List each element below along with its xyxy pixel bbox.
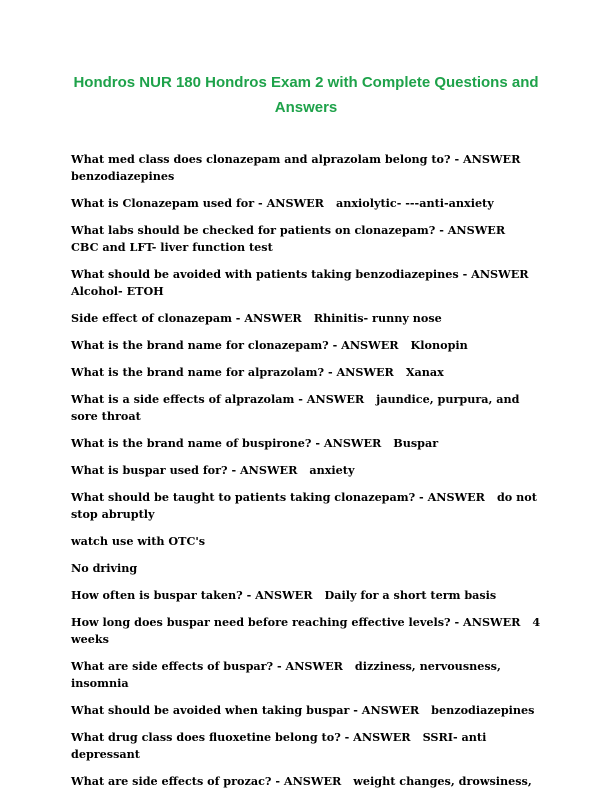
question-text: What is Clonazepam used for - ANSWER (71, 196, 324, 210)
question-text: What med class does clonazepam and alprazolam belong to? - ANSWER (71, 152, 521, 166)
question-text: What are side effects of prozac? - ANSWER (71, 774, 342, 788)
question-text: How often is buspar taken? - ANSWER (71, 588, 313, 602)
question-text: What should be avoided with patients taking benzodiazepines - ANSWER (71, 267, 529, 281)
answer-text: do not stop abruptly (71, 490, 537, 521)
qa-item (71, 195, 541, 212)
document-title: Hondros NUR 180 Hondros Exam 2 with Complete Questions and Answers (73, 74, 539, 116)
answer-text: Alcohol- ETOH (71, 284, 164, 298)
qa-item (71, 489, 541, 523)
answer-text: Daily for a short term basis (324, 588, 497, 602)
answer-text: weight changes, drowsiness, (353, 774, 532, 788)
answer-text: Xanax (405, 365, 444, 379)
qa-item (71, 151, 541, 185)
answer-text: jaundice, purpura, and sore throat (71, 392, 520, 423)
question-text: What should be taught to patients taking clonazepam? - ANSWER (71, 490, 485, 504)
question-text: How long does buspar need before reaching effective levels? - ANSWER (71, 615, 521, 629)
question-text: What is a side effects of alprazolam - ANSWER (71, 392, 365, 406)
question-text: Side effect of clonazepam - ANSWER (71, 311, 302, 325)
qa-item (71, 729, 541, 763)
qa-item (71, 533, 541, 550)
answer-text: 4 weeks (71, 615, 541, 646)
qa-item (71, 702, 541, 719)
question-text: What is the brand name for alprazolam? - ANSWER (71, 365, 394, 379)
answer-text: CBC and LFT- liver function test (71, 240, 273, 254)
qa-item (71, 391, 541, 425)
qa-item (71, 266, 541, 300)
question-text: What are side effects of buspar? - ANSWER (71, 659, 343, 673)
question-text: No driving (71, 561, 138, 575)
qa-item (71, 310, 541, 327)
qa-item (71, 337, 541, 354)
question-text: watch use with OTC's (71, 534, 206, 548)
qa-item (71, 614, 541, 648)
answer-text: dizziness, nervousness, insomnia (71, 659, 501, 690)
qa-item (71, 222, 541, 256)
answer-text: Buspar (393, 436, 439, 450)
qa-item (71, 560, 541, 577)
answer-text: SSRI- anti depressant (71, 730, 487, 761)
question-text: What labs should be checked for patients on clonazepam? - ANSWER (71, 223, 506, 237)
qa-item (71, 587, 541, 604)
question-text: What is the brand name for clonazepam? - ANSWER (71, 338, 399, 352)
qa-list (71, 151, 541, 800)
answer-text: benzodiazepines (431, 703, 535, 717)
answer-text: anxiety (309, 463, 355, 477)
qa-item (71, 462, 541, 479)
answer-text: benzodiazepines (71, 169, 175, 183)
question-text: What should be avoided when taking buspar - ANSWER (71, 703, 420, 717)
question-text: What drug class does fluoxetine belong to? - ANSWER (71, 730, 411, 744)
qa-item (71, 658, 541, 692)
answer-text: anxiolytic- ---anti-anxiety (335, 196, 494, 210)
question-text: What is the brand name of buspirone? - ANSWER (71, 436, 382, 450)
question-text: What is buspar used for? - ANSWER (71, 463, 298, 477)
qa-item (71, 435, 541, 452)
answer-text: Klonopin (410, 338, 468, 352)
qa-item (71, 364, 541, 381)
answer-text: Rhinitis- runny nose (313, 311, 442, 325)
qa-item (71, 773, 541, 790)
